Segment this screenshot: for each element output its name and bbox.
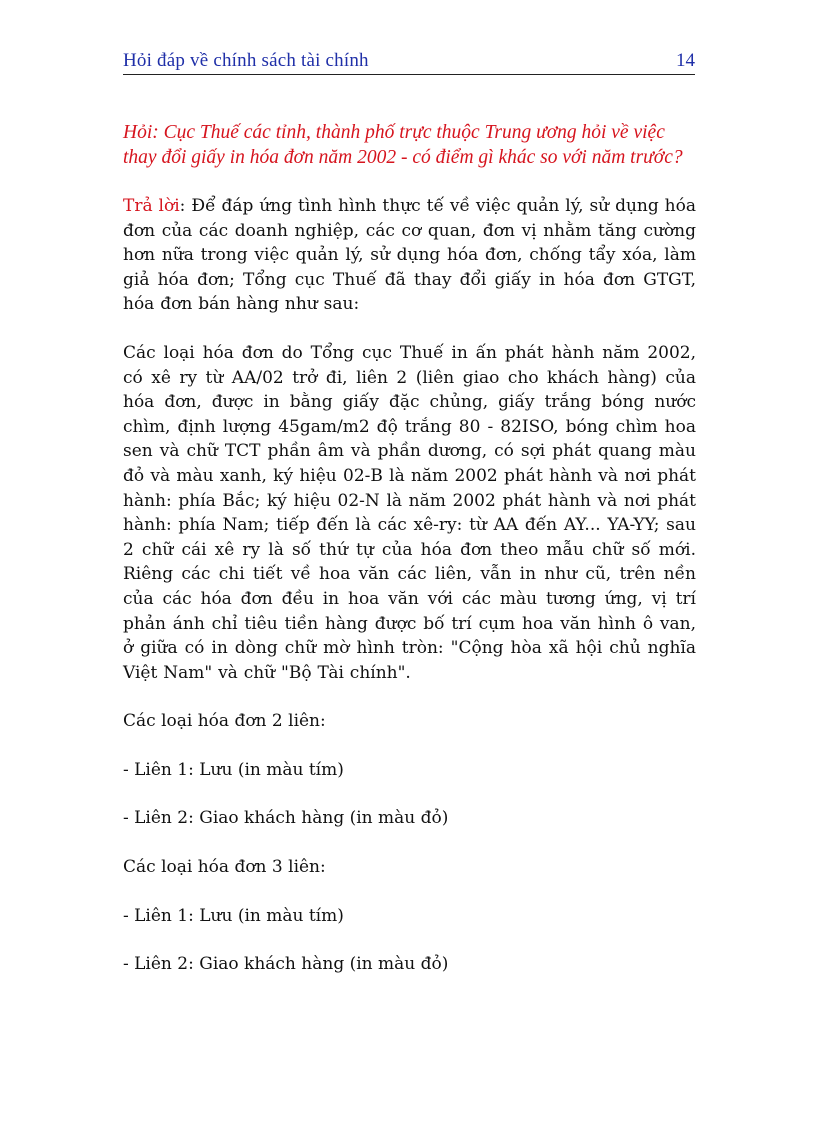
list-item: - Liên 2: Giao khách hàng (in màu đỏ) [123,954,449,975]
two-copy-heading: Các loại hóa đơn 2 liên: [123,711,326,732]
document-body [123,120,696,1001]
header-title: Hỏi đáp về chính sách tài chính [123,50,369,71]
list-item: - Liên 1: Lưu (in màu tím) [123,905,344,926]
body-paragraph: Các loại hóa đơn do Tổng cục Thuế in ấn phát hành năm 2002, có xê ry từ AA/02 trở đi, liên 2 (liên giao cho khách hàng) của hóa đơn, được in bằng giấy đặc chủng, giấy trắng bóng nước chìm, định lượng 45gam/m2 độ trắng 80 - 82ISO, bóng chìm hoa sen và chữ TCT phần âm và phần dương, có sợi phát quang màu đỏ và màu xanh, ký hiệu 02-B là năm 2002 phát hành và nơi phát hành: phía Bắc; ký hiệu 02-N là năm 2002 phát hành và nơi phát hành: phía Nam; tiếp đến là các xê-ry: từ AA đến AY... YA-YY; sau 2 chữ cái xê ry là số thứ tự của hóa đơn theo mẫu chữ số mới. Riêng các chi tiết về hoa văn các liên, vẫn in như cũ, trên nền của các hóa đơn đều in hoa văn với các màu tương ứng, vị trí phản ánh chỉ tiêu tiền hàng được bố trí cụm hoa văn hình ô van, ở giữa có in dòng chữ mờ hình tròn: "Cộng hòa xã hội chủ nghĩa Việt Nam" và chữ "Bộ Tài chính". [123,342,696,683]
page-header [123,48,695,75]
answer-label: Trả lời [123,196,180,216]
list-item: - Liên 2: Giao khách hàng (in màu đỏ) [123,808,449,829]
three-copy-heading: Các loại hóa đơn 3 liên: [123,857,326,878]
answer-text: : Để đáp ứng tình hình thực tế về việc quản lý, sử dụng hóa đơn của các doanh nghiệp, các cơ quan, đơn vị nhằm tăng cường hơn nữa trong việc quản lý, sử dụng hóa đơn, chống tẩy xóa, làm giả hóa đơn; Tổng cục Thuế đã thay đổi giấy in hóa đơn GTGT, hóa đơn bán hàng như sau: [123,196,696,315]
page-number: 14 [676,50,695,71]
list-item: - Liên 1: Lưu (in màu tím) [123,759,344,780]
question-text: Hỏi: Cục Thuế các tỉnh, thành phố trực thuộc Trung ương hỏi về việc thay đổi giấy in hóa đơn năm 2002 - có điểm gì khác so với năm trước? [123,122,683,168]
answer-paragraph [123,194,696,317]
